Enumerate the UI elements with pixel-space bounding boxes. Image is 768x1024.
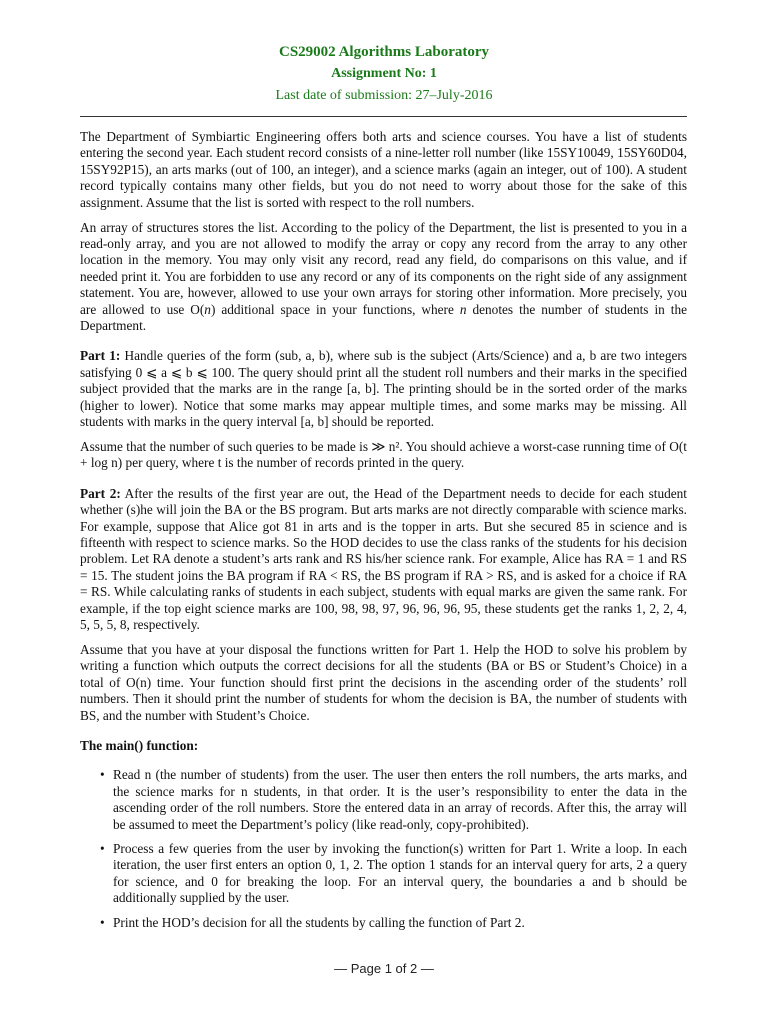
intro-paragraph-2: An array of structures stores the list. According to the policy of the Department, the list is presented to you in a read-only array, and you are not allowed to modify the array or copy any record from the array to any other location in the memory. You may only visit any record, read any field, do comparisons on this value, and if needed print it. You are forbidden to use any record or any of its components on the right side of any assignment statement. You are, however, allowed to use your own arrays for storing other information. More precisely, you are allowed to use O(n) additional space in your functions, where n denotes the number of students in the Department.	[80, 219, 688, 333]
submission-date: Last date of submission: 27–July-2016	[275, 88, 493, 103]
header-divider	[80, 116, 687, 117]
part1-paragraph: Part 1: Handle queries of the form (sub, a, b), where sub is the subject (Arts/Science) and a, b are two integers satisfying 0 ⩽ a ⩽ b ⩽ 100. The query should print all the student roll numbers and their marks in the specified subject provided that the marks are in the range [a, b]. The printing should be in the sorted order of the marks (higher to lower). Notice that some marks may appear multiple times, and some marks may be missing. All students with marks in the query interval [a, b] should be reported.	[80, 348, 687, 429]
assignment-number: Assignment No: 1	[331, 66, 437, 81]
bullet-icon: •	[100, 840, 105, 856]
main-function-heading: The main() function:	[80, 737, 199, 753]
list-item: • Read n (the number of students) from the user. The user then enters the roll numbers, the arts marks, and the science marks for n students, in that order. It is the user’s responsibility to enter the data in the ascending order of the roll numbers. Store the entered data in an array of records. After this, the array will be assumed to meet the Department’s policy (like read-only, copy-prohibited).	[100, 767, 687, 832]
intro-paragraph-1: The Department of Symbiartic Engineering offers both arts and science courses. You have a list of students entering the second year. Each student record consists of a nine-letter roll number (like 15SY10049, 15SY60D04, 15SY92P15), an arts marks (out of 100, an integer), and a science marks (again an integer, out of 100). A student record typically contains many other fields, but you do not need to worry about those for the sake of this assignment. Assume that the list is sorted with respect to the roll numbers.	[80, 129, 687, 210]
page-number: — Page 1 of 2 —	[334, 961, 434, 976]
part2-task-paragraph: Assume that you have at your disposal the functions written for Part 1. Help the HOD to solve his problem by writing a function which outputs the correct decisions for all the students (BA or BS or Student’s Choice) in a total of O(n) time. Your function should first print the decisions in the ascending order of the students’ roll numbers. Then it should print the number of students for whom the decision is BA, the number of students with BS, and the number with Student’s Choice.	[80, 641, 687, 723]
list-item: • Print the HOD’s decision for all the students by calling the function of Part 2.	[100, 914, 525, 930]
part1-complexity-paragraph: Assume that the number of such queries to be made is ≫ n². You should achieve a worst-case running time of O(t + log n) per query, where t is the number of records printed in the query.	[80, 438, 687, 471]
bullet-icon: •	[100, 914, 105, 930]
part1-label: Part 1:	[80, 348, 121, 364]
part2-paragraph: Part 2: After the results of the first year are out, the Head of the Department needs to decide for each student whether (s)he will join the BA or the BS program. But arts marks are not directly comparable with science marks. For example, suppose that Alice got 81 in arts and is the topper in arts. But she secured 85 in science and is fifteenth with respect to science marks. So the HOD decides to use the class ranks of the students for his decision problem. Let RA denote a student’s arts rank and RS his/her science rank. For example, Alice has RA = 1 and RS = 15. The student joins the BA program if RA < RS, the BS program if RA > RS, and is asked for a choice if RA = RS. While calculating ranks of students in each subject, students with equal marks are given the same rank. For example, if the top eight science marks are 100, 98, 98, 97, 96, 96, 96, 95, these students get the ranks 1, 2, 2, 4, 5, 5, 5, 8, respectively.	[80, 485, 687, 632]
list-item: • Process a few queries from the user by invoking the function(s) written for Part 1. Write a loop. In each iteration, the user first enters an option 0, 1, 2. The option 1 stands for an interval query for arts, 2 a query for science, and 0 for breaking the loop. For an interval query, the boundaries a and b should be additionally supplied by the user.	[100, 840, 687, 906]
course-title: CS29002 Algorithms Laboratory	[279, 44, 489, 60]
bullet-icon: •	[100, 767, 105, 783]
part2-label: Part 2:	[80, 485, 121, 501]
main-function-list	[80, 767, 687, 931]
document-body	[80, 129, 687, 939]
